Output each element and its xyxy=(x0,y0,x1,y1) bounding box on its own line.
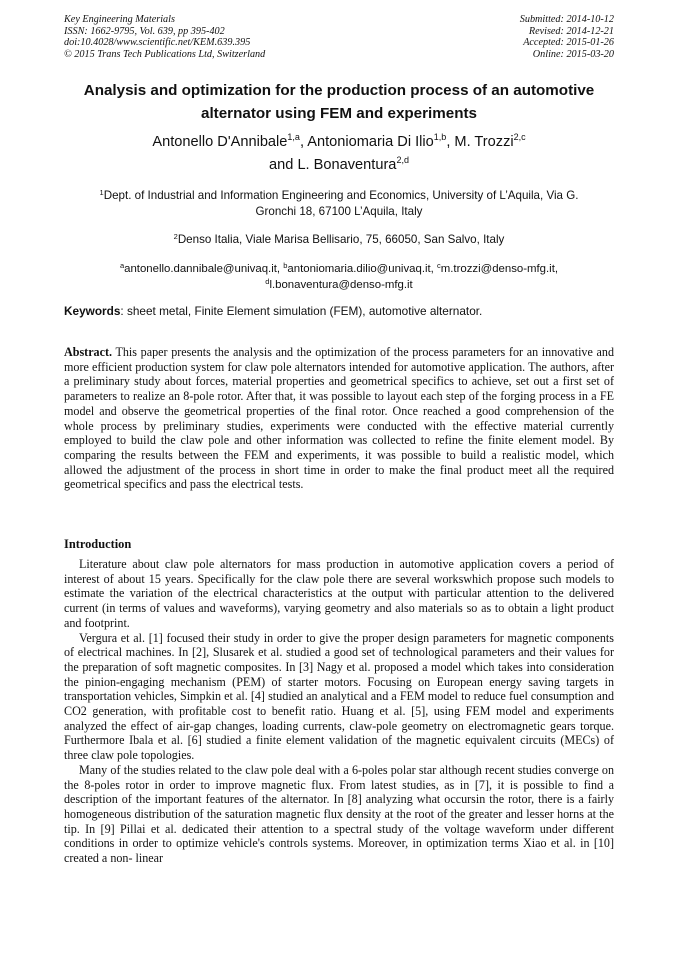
email-link: antoniomaria.dilio@univaq.it, xyxy=(287,263,438,275)
author-affil-mark: 1,b xyxy=(433,132,447,142)
author-list xyxy=(60,131,618,177)
author-separator: , xyxy=(446,134,455,150)
affiliation-1-line-2: Gronchi 18, 67100 L’Aquila, Italy xyxy=(255,205,423,218)
keywords-text: : sheet metal, Finite Element simulation (FEM), automotive alternator. xyxy=(120,304,483,318)
email-line-1 xyxy=(64,261,614,277)
author-separator: , xyxy=(299,134,308,150)
email-mark: b xyxy=(283,261,288,270)
section-heading-introduction: Introduction xyxy=(64,537,132,551)
journal-info xyxy=(64,14,265,60)
email-line-2 xyxy=(64,277,614,293)
journal-issn: ISSN: 1662-9795, Vol. 639, pp 395-402 xyxy=(64,25,225,37)
email-link: l.bonaventura@denso-mfg.it xyxy=(269,279,413,291)
author-affil-mark: 1,a xyxy=(287,132,300,142)
affiliation-2 xyxy=(64,232,614,248)
paragraph: Literature about claw pole alternators for mass production in automotive application covers a period of interest of about 15 years. Specifically for the claw pole there are several workswhich propose such models to estimate the variation of the electrical characteristics at the output with particular attention to the delivered current (in terms of values and waveforms), varying geometry and also materials so as to obtain a light product and footprint. xyxy=(64,557,614,630)
affiliation-text: Dept. of Industrial and Information Engineering and Economics, University of L’Aquila, Via G. xyxy=(103,189,579,202)
author-and: and xyxy=(269,157,298,173)
author-name: M. Trozzi xyxy=(454,134,514,150)
affiliation-mark: 2 xyxy=(173,232,178,241)
affiliation-1 xyxy=(64,188,614,220)
email-link: antonello.dannibale@univaq.it, xyxy=(124,263,284,275)
submission-dates xyxy=(520,14,614,60)
email-link: m.trozzi@denso-mfg.it, xyxy=(440,263,559,275)
introduction-body xyxy=(64,557,614,866)
abstract-label: Abstract. xyxy=(64,345,113,359)
author-name: L. Bonaventura xyxy=(297,157,397,173)
date-submitted: Submitted: 2014-10-12 xyxy=(519,14,614,25)
affiliation-text: Denso Italia, Viale Marisa Bellisario, 75, 66050, San Salvo, Italy xyxy=(177,233,505,246)
keywords xyxy=(64,304,614,319)
journal-copyright: © 2015 Trans Tech Publications Ltd, Switzerland xyxy=(64,48,266,60)
journal-name: Key Engineering Materials xyxy=(64,14,175,25)
paragraph: Vergura et al. [1] focused their study in order to give the proper design parameters for magnetic components of electrical machines. In [2], Slusarek et al. studied a good set of technological parameters and their values for the preparation of soft magnetic composites. In [3] Nagy et al. proposed a model which takes into consideration the pinion-engaging mechanism (PEM) of starter motors. Focusing on European energy saving targets in transportation vehicles, Simpkin et al. [4] studied an analytical and a FEM model to reduce fuel consumption and CO2 generation, with profitable cost to benefit ratio. Huang et al. [5], using FEM model and experiments analyzed the effect of air-gap changes, loading currents, claw-pole geometry on electromagnetic gears torque. Furthermore Ibala et al. [6] studied a finite element validation of the magnetic equivalent circuits (MECs) of three claw pole topologies. xyxy=(64,630,614,763)
date-online: Online: 2015-03-20 xyxy=(532,48,614,60)
author-line-2 xyxy=(60,154,618,177)
author-emails xyxy=(64,261,614,293)
date-accepted: Accepted: 2015-01-26 xyxy=(523,37,614,49)
author-line-1 xyxy=(60,131,618,154)
paper-title xyxy=(60,79,618,125)
date-revised: Revised: 2014-12-21 xyxy=(528,25,614,37)
paragraph: Many of the studies related to the claw pole deal with a 6-poles polar star although recent studies converge on the 8-poles rotor in order to improve magnetic flux. From latest studies, as in [7], it is possible to find a description of the important features of the alternator. In [8] analyzing what occursin the rotor, there is a fairly homogeneous distribution of the saturation magnetic flux density at the root of the greater and lesser horns at the tip. In [9] Pillai et al. dedicated their attention to a spectral study of the voltage waveform under different conditions in order to optimize vehicle's controls systems. Moreover, in optimization terms Xiao et al. in [10] created a non- linear xyxy=(64,762,614,866)
author-name: Antonello D'Annibale xyxy=(152,134,288,150)
author-affil-mark: 2,c xyxy=(513,132,526,142)
affiliation-mark: 1 xyxy=(99,188,104,197)
email-mark: c xyxy=(437,261,441,270)
abstract xyxy=(64,345,614,492)
title-line-2: alternator using FEM and experiments xyxy=(201,105,477,122)
affiliation-1-line-1 xyxy=(64,188,614,204)
journal-doi: doi:10.4028/www.scientific.net/KEM.639.395 xyxy=(64,37,251,49)
email-mark: d xyxy=(265,277,270,286)
abstract-text: This paper presents the analysis and the optimization of the process parameters for an innovative and more efficient production system for claw pole alternators intended for automotive application. The authors, after a preliminary study about forces, material properties and geometrical specifics to achieve, set out a first set of parameters to realize an 8-pole rotor. After that, it was possible to layout each step of the forging process in a FE model and observe the geometrical properties of the final rotor. Once reached a good comprehension of the whole process by preliminary studies, experiments were conducted with the effective material currently employed to build the claw pole and other information was collected to refine the finite element model. By comparing the results between the FEM and experiments, it was possible to build a realistic model, which allowed the adjustment of the process in short time in order to make the final product meet all the required geometrical specifics and pass the electrical tests. xyxy=(64,345,614,492)
title-line-1: Analysis and optimization for the production process of an automotive xyxy=(83,82,595,99)
author-affil-mark: 2,d xyxy=(396,155,409,165)
keywords-label: Keywords xyxy=(64,304,121,318)
email-mark: a xyxy=(119,261,125,270)
author-name: Antoniomaria Di Ilio xyxy=(307,134,434,150)
